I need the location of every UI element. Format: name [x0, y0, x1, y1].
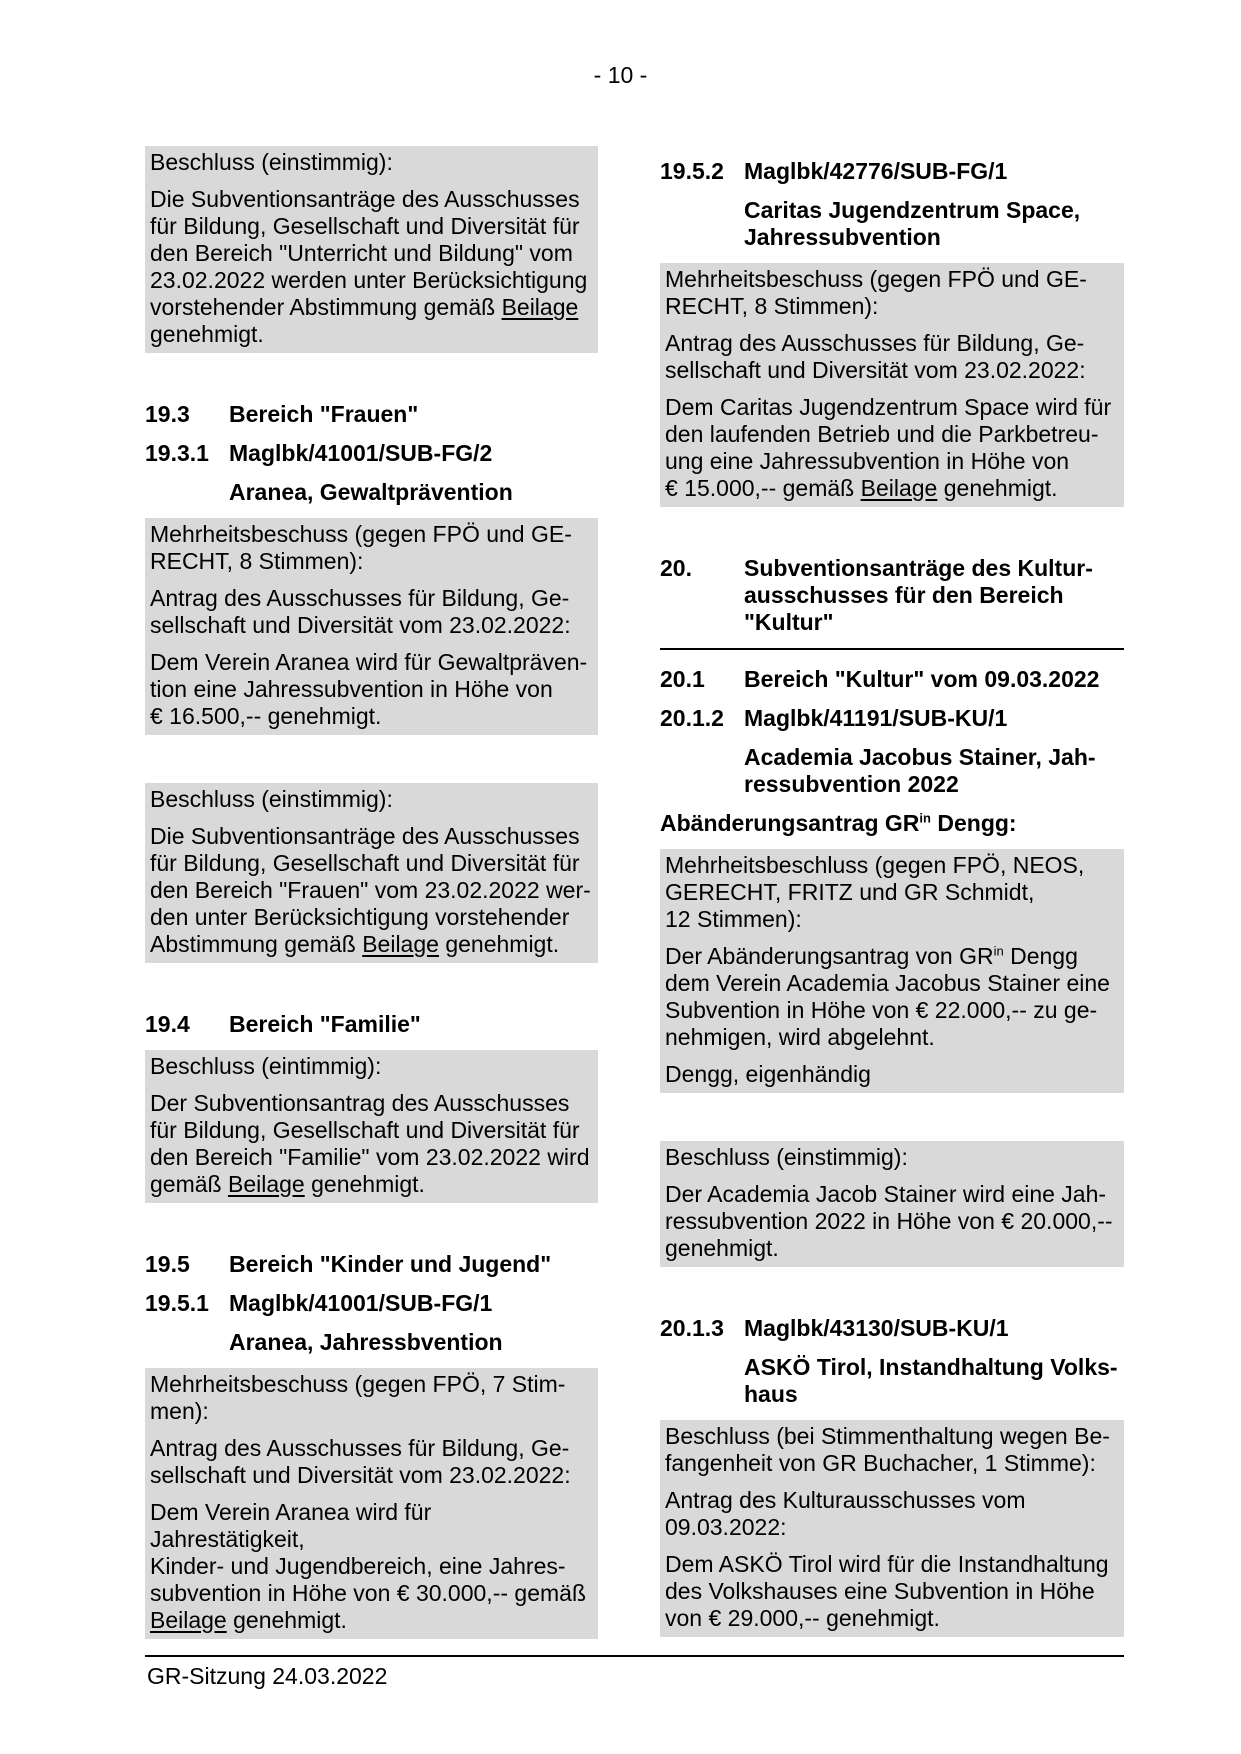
decision-block	[660, 849, 1124, 1093]
item-subtitle: Caritas Jugendzentrum Space, Jahressubvention	[744, 197, 1081, 250]
paragraph: Antrag des Kulturausschusses vom 09.03.2022:	[665, 1487, 1026, 1540]
section-heading	[660, 555, 1124, 650]
paragraph: Beschluss (einstimmig):	[150, 149, 393, 175]
decision-block	[145, 1050, 598, 1203]
paragraph: Antrag des Ausschusses für Bildung, Ge- sellschaft und Diversität vom 23.02.2022:	[150, 1435, 571, 1488]
heading-number: 19.5.2	[660, 158, 724, 184]
spacer	[145, 353, 598, 389]
paragraph: Mehrheitsbeschuss (gegen FPÖ und GE- RECHT, 8 Stimmen):	[665, 266, 1087, 319]
paragraph: Mehrheitsbeschluss (gegen FPÖ, NEOS, GERECHT, FRITZ und GR Schmidt, 12 Stimmen):	[665, 852, 1085, 932]
spacer	[660, 507, 1124, 543]
paragraph: Dem Verein Aranea wird für Jahrestätigkeit, Kinder- und Jugendbereich, eine Jahres- subvention in Höhe von € 30.000,-- gemäß Beilage genehmigt.	[150, 1499, 586, 1633]
heading	[660, 666, 1124, 693]
paragraph: Der Abänderungsantrag von $GR^{in}$ Dengg dem Verein Academia Jacobus Stainer eine Subvention in Höhe von € 22.000,-- zu ge- nehmigen, wird abgelehnt.	[665, 943, 1110, 1050]
paragraph: Antrag des Ausschusses für Bildung, Ge- sellschaft und Diversität vom 23.02.2022:	[665, 330, 1086, 383]
heading	[145, 1290, 598, 1317]
paragraph: Beschluss (einstimmig):	[150, 786, 393, 812]
heading-title: Bereich "Kinder und Jugend"	[229, 1251, 552, 1277]
paragraph: Dem Caritas Jugendzentrum Space wird für den laufenden Betrieb und die Parkbetreu- ung eine Jahressubvention in Höhe von € 15.000,-- gemäß Beilage genehmigt.	[665, 394, 1112, 501]
decision-block	[660, 263, 1124, 507]
paragraph: Der Subventionsantrag des Ausschusses für Bildung, Gesellschaft und Diversität für den Bereich "Familie" vom 23.02.2022 wird gemäß Beilage genehmigt.	[150, 1090, 590, 1197]
decision-block	[145, 783, 598, 963]
heading-number: 20.1.2	[660, 705, 724, 731]
spacer	[145, 1203, 598, 1239]
decision-block	[660, 1420, 1124, 1637]
heading-number: 19.5.1	[145, 1290, 209, 1316]
paragraph: Mehrheitsbeschuss (gegen FPÖ und GE- RECHT, 8 Stimmen):	[150, 521, 572, 574]
decision-block	[145, 146, 598, 353]
page-number: - 10 -	[593, 62, 648, 88]
heading	[145, 440, 598, 467]
spacer	[660, 1093, 1124, 1129]
decision-block	[660, 1141, 1124, 1267]
heading-number: 19.4	[145, 1011, 190, 1037]
item-subtitle: Aranea, Jahressbvention	[229, 1329, 503, 1355]
heading-number: 20.1.3	[660, 1315, 724, 1341]
heading	[660, 158, 1124, 185]
paragraph: Der Academia Jacob Stainer wird eine Jah- ressubvention 2022 in Höhe von € 20.000,-- genehmigt.	[665, 1181, 1113, 1261]
heading-number: 19.3.1	[145, 440, 209, 466]
decision-block	[145, 1368, 598, 1639]
heading	[145, 401, 598, 428]
heading-number: 20.	[660, 555, 692, 581]
heading-title: Maglbk/41001/SUB-FG/2	[229, 440, 493, 466]
spacer	[145, 735, 598, 771]
heading-title: Bereich "Kultur" vom 09.03.2022	[744, 666, 1100, 692]
paragraph: Die Subventionsanträge des Ausschusses für Bildung, Gesellschaft und Diversität für den Bereich "Frauen" vom 23.02.2022 wer- den unter Berücksichtigung vorstehender Abstimmung gemäß Beilage genehmigt.	[150, 823, 591, 957]
paragraph: Dengg, eigenhändig	[665, 1061, 871, 1087]
heading-title: Maglbk/43130/SUB-KU/1	[744, 1315, 1009, 1341]
paragraph: Mehrheitsbeschuss (gegen FPÖ, 7 Stim- men):	[150, 1371, 566, 1424]
paragraph: Beschluss (eintimmig):	[150, 1053, 382, 1079]
paragraph: Dem ASKÖ Tirol wird für die Instandhaltung des Volkshauses eine Subvention in Höhe von € 29.000,-- genehmigt.	[665, 1551, 1109, 1631]
heading-title: Maglbk/42776/SUB-FG/1	[744, 158, 1008, 184]
heading-title: Bereich "Frauen"	[229, 401, 419, 427]
heading	[145, 1251, 598, 1278]
spacer	[145, 963, 598, 999]
heading-title: Subventionsanträge des Kultur- ausschusses für den Bereich "Kultur"	[744, 555, 1093, 635]
heading-title: Maglbk/41001/SUB-FG/1	[229, 1290, 493, 1316]
heading	[660, 1315, 1124, 1342]
paragraph: Die Subventionsanträge des Ausschusses für Bildung, Gesellschaft und Diversität für den Bereich "Unterricht und Bildung" vom 23.02.2022 werden unter Berücksichtigung vorstehender Abstimmung gemäß Beilage genehmigt.	[150, 186, 588, 347]
left-column	[145, 146, 598, 1639]
item-subtitle: Aranea, Gewaltprävention	[229, 479, 513, 505]
item-subtitle: ASKÖ Tirol, Instandhaltung Volks- haus	[744, 1354, 1118, 1407]
paragraph: Dem Verein Aranea wird für Gewaltpräven- tion eine Jahressubvention in Höhe von € 16.500,-- genehmigt.	[150, 649, 588, 729]
decision-block	[145, 518, 598, 735]
item-subtitle: Academia Jacobus Stainer, Jah- ressubvention 2022	[744, 744, 1096, 797]
paragraph: Beschluss (bei Stimmenthaltung wegen Be- fangenheit von GR Buchacher, 1 Stimme):	[665, 1423, 1110, 1476]
footer-divider	[145, 1655, 1124, 1657]
spacer	[660, 1267, 1124, 1303]
heading-number: 20.1	[660, 666, 705, 692]
heading-number: 19.3	[145, 401, 190, 427]
heading-number: 19.5	[145, 1251, 190, 1277]
heading-title: Maglbk/41191/SUB-KU/1	[744, 705, 1008, 731]
paragraph: Antrag des Ausschusses für Bildung, Ge- sellschaft und Diversität vom 23.02.2022:	[150, 585, 571, 638]
heading	[660, 705, 1124, 732]
heading	[145, 1011, 598, 1038]
right-column	[660, 158, 1124, 1637]
paragraph: Beschluss (einstimmig):	[665, 1144, 908, 1170]
heading-title: Bereich "Familie"	[229, 1011, 421, 1037]
footer-text: GR-Sitzung 24.03.2022	[147, 1663, 388, 1689]
amendment-title: Abänderungsantrag $GR^{in}$ Dengg:	[660, 810, 1017, 836]
